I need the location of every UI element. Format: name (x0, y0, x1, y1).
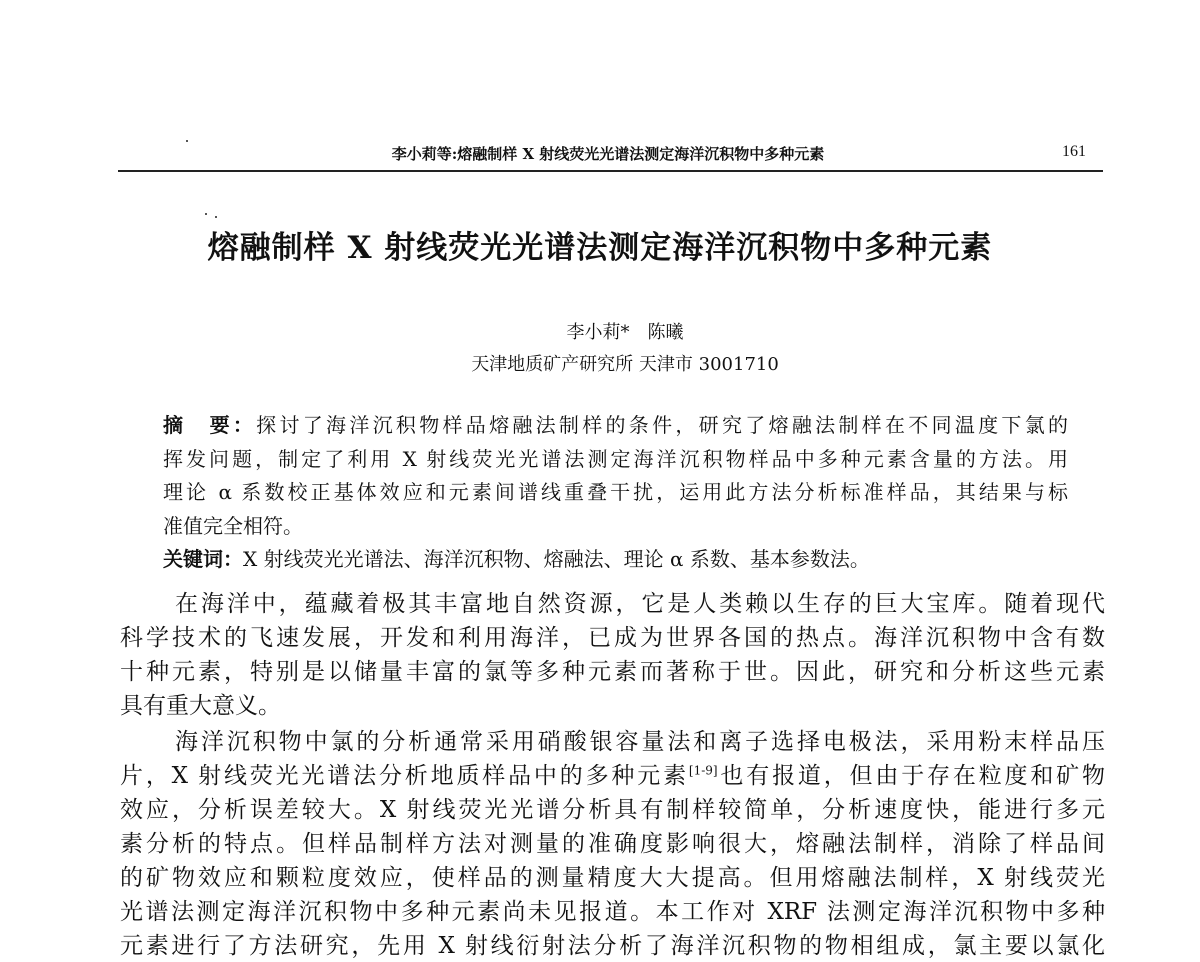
affiliation: 天津地质矿产研究所 天津市 3001710 (471, 354, 779, 375)
body-line: 光谱法测定海洋沉积物中多种元素尚未见报道。本工作对 XRF 法测定海洋沉积物中多种 (120, 899, 1105, 925)
body-line: 海洋沉积物中氯的分析通常采用硝酸银容量法和离子选择电极法，采用粉末样品压 (175, 729, 1105, 755)
body-line: 十种元素，特别是以储量丰富的氯等多种元素而著称于世。因此，研究和分析这些元素 (120, 659, 1105, 685)
body-text: 片，X 射线荧光光谱法分析地质样品中的多种元素 (120, 763, 689, 789)
abstract-line: 挥发问题，制定了利用 X 射线荧光光谱法测定海洋沉积物样品中多种元素含量的方法。用 (163, 447, 1068, 471)
paper-title: 熔融制样 X 射线荧光光谱法测定海洋沉积物中多种元素 (207, 230, 993, 266)
abstract-line: 理论 α 系数校正基体效应和元素间谱线重叠干扰，运用此方法分析标准样品，其结果与标 (163, 480, 1068, 504)
keywords-text: X 射线荧光光谱法、海洋沉积物、熔融法、理论 α 系数、基本参数法。 (243, 547, 870, 571)
keywords-line (163, 545, 1068, 573)
body-line: 的矿物效应和颗粒度效应，使样品的测量精度大大提高。但用熔融法制样，X 射线荧光 (120, 865, 1105, 891)
authors: 李小莉* 陈曦 (566, 322, 684, 343)
citation-ref: [1-9] (688, 763, 718, 778)
body-line: 在海洋中，蕴藏着极其丰富地自然资源，它是人类赖以生存的巨大宝库。随着现代 (175, 591, 1105, 617)
scan-speck (215, 216, 217, 218)
abstract-line (163, 411, 1068, 439)
scan-speck (186, 140, 188, 142)
abstract-text: 探讨了海洋沉积物样品熔融法制样的条件，研究了熔融法制样在不同温度下氯的 (256, 413, 1068, 437)
abstract-label: 摘 要： (163, 413, 257, 437)
header-rule (118, 170, 1103, 172)
body-line: 素分析的特点。但样品制样方法对测量的准确度影响很大，熔融法制样，消除了样品间 (120, 831, 1105, 857)
keywords-label: 关键词： (163, 547, 243, 571)
body-line: 效应，分析误差较大。X 射线荧光光谱分析具有制样较简单，分析速度快，能进行多元 (120, 797, 1105, 823)
running-head: 李小莉等:熔融制样 X 射线荧光光谱法测定海洋沉积物中多种元素 (391, 145, 825, 163)
body-line: 具有重大意义。 (120, 693, 281, 719)
scan-speck (205, 213, 207, 215)
body-line (120, 760, 1105, 792)
body-line: 元素进行了方法研究，先用 X 射线衍射法分析了海洋沉积物的物相组成，氯主要以氯化 (120, 933, 1105, 959)
abstract-line: 准值完全相符。 (163, 514, 303, 538)
body-line: 科学技术的飞速发展，开发和利用海洋，已成为世界各国的热点。海洋沉积物中含有数 (120, 625, 1105, 651)
page-number: 161 (1062, 143, 1086, 160)
body-text: 也有报道，但由于存在粒度和矿物 (717, 763, 1105, 789)
